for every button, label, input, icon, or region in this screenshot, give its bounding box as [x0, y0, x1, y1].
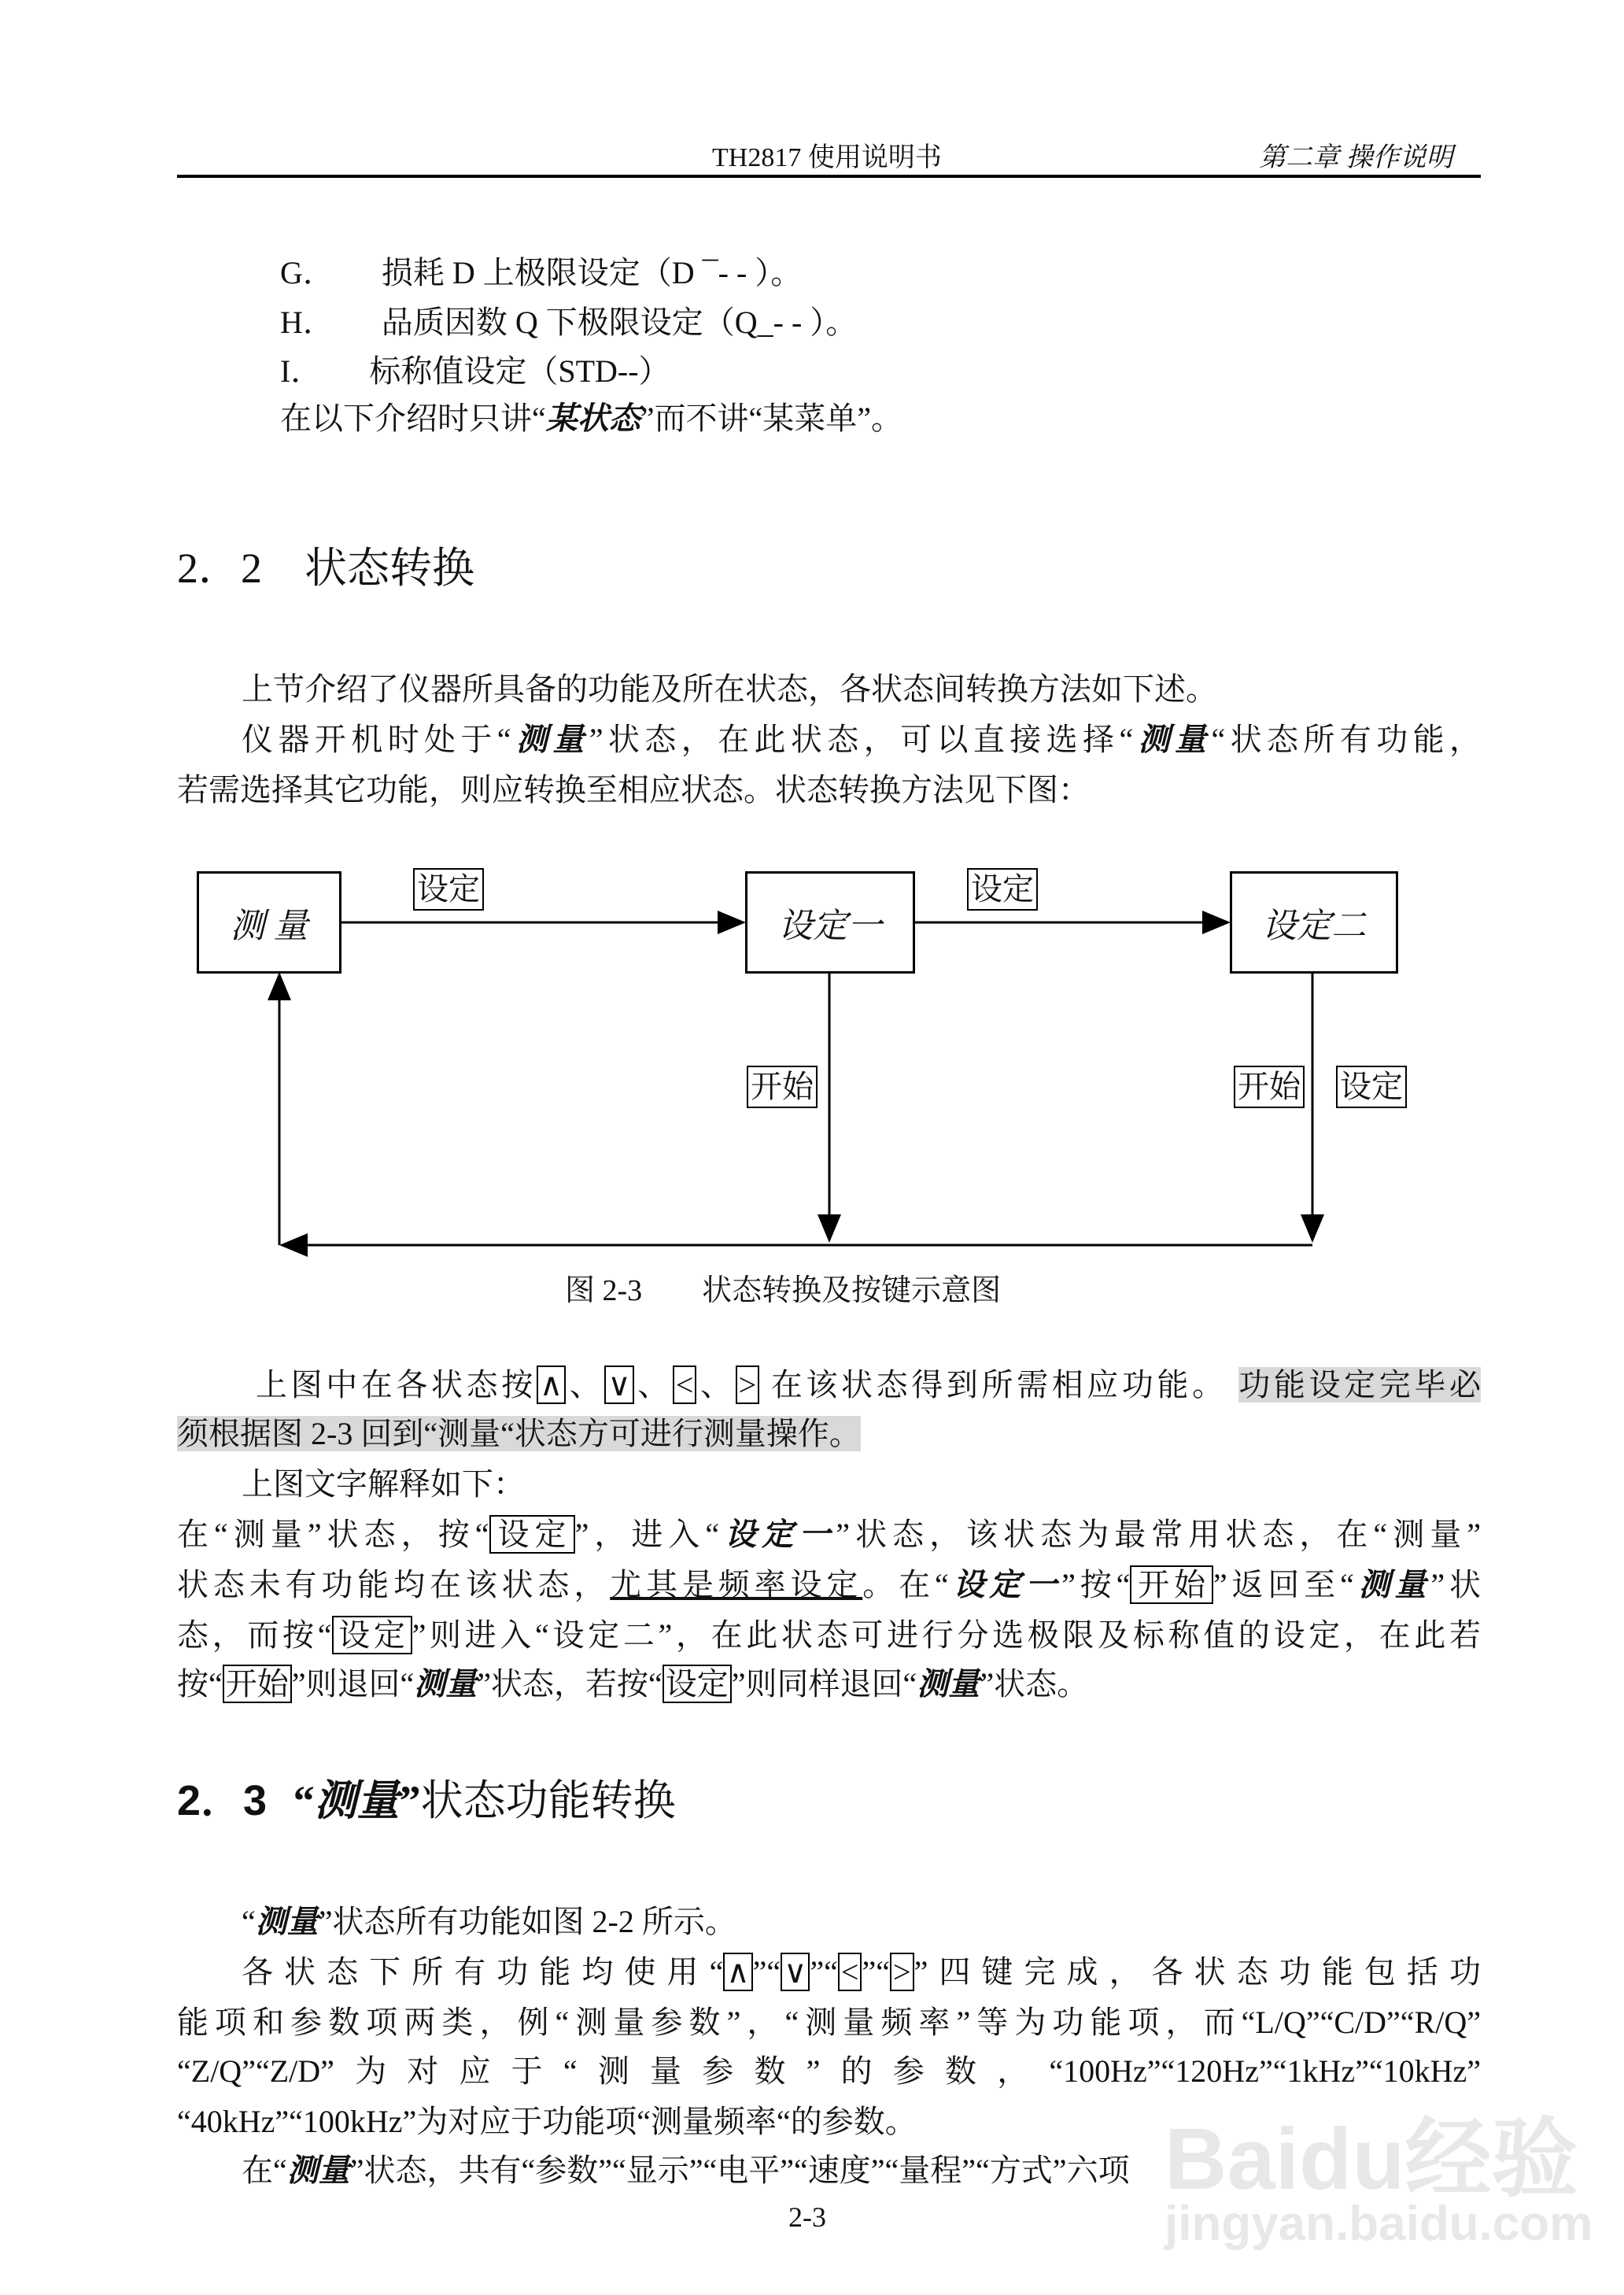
key-label: < — [838, 1953, 862, 1991]
text-segment: 标称值设定（STD--） — [369, 353, 670, 389]
text-line — [242, 1953, 1481, 1991]
text-segment: ”返回至“ — [1212, 1567, 1354, 1602]
section-title-rest: 状态功能转换 — [420, 1777, 676, 1824]
text-segment: 上节介绍了仪器所具备的功能及所在状态，各状态间转换方法如下述。 — [242, 671, 1217, 707]
text-segment: 若需选择其它功能，则应转换至相应状态。状态转换方法见下图： — [177, 772, 1090, 808]
text-segment: 上图中在各状态按 — [256, 1367, 537, 1402]
text-segment: 测量 — [414, 1666, 478, 1702]
text-line — [177, 1566, 1481, 1604]
text-line — [242, 1903, 1481, 1941]
text-line — [242, 1465, 1481, 1503]
text-segment: 测量 — [286, 2153, 350, 2188]
text-segment: 损耗 D 上极限设定（D ¯- - ）。 — [381, 255, 803, 290]
text-segment: 测量 — [1133, 722, 1212, 757]
text-segment: 测量 — [511, 722, 589, 757]
key-label: ∧ — [723, 1953, 752, 1991]
header-chapter: 第二章 操作说明 — [1259, 143, 1453, 172]
text-segment: ”“ — [862, 1954, 890, 1990]
key-label: > — [736, 1366, 760, 1404]
highlighted-text: 功能设定完毕必 — [1238, 1367, 1482, 1402]
text-segment: 按“ — [177, 1666, 223, 1702]
key-set-label: 设定 — [1336, 1066, 1407, 1108]
text-segment: 尤其是频率设定 — [610, 1567, 863, 1602]
text-segment: 设定一 — [948, 1567, 1062, 1602]
text-segment: ”状态。 — [980, 1666, 1089, 1702]
text-segment: ”状态，在此状态，可以直接选择“ — [589, 722, 1134, 757]
text-segment: 测量 — [1353, 1567, 1431, 1602]
key-label: ∨ — [604, 1366, 633, 1404]
quote-close: ” — [399, 1777, 421, 1824]
quote-open: “ — [293, 1777, 315, 1824]
state-setup1-box: 设定一 — [745, 871, 915, 974]
text-segment: 、 — [633, 1367, 673, 1402]
text-segment: 某状态 — [545, 401, 640, 436]
key-label: > — [890, 1953, 914, 1991]
key-label: 开始 — [223, 1665, 292, 1703]
key-label: < — [673, 1366, 697, 1404]
text-segment: 。在“ — [862, 1567, 949, 1602]
text-line — [256, 1366, 1481, 1404]
key-label: ∨ — [781, 1953, 810, 1991]
text-segment: ”“ — [752, 1954, 781, 1990]
key-start-label: 开始 — [747, 1066, 818, 1108]
highlighted-text: 须根据图 2-3 回到“测量“状态方可进行测量操作。 — [177, 1416, 861, 1451]
text-segment: ”则退回“ — [291, 1666, 415, 1702]
text-line — [177, 2004, 1481, 2042]
text-segment: 品质因数 Q 下极限设定（Q_- - ）。 — [381, 305, 858, 340]
text-segment: ”“ — [810, 1954, 838, 1990]
key-label: 设定 — [489, 1515, 575, 1554]
text-line — [177, 1516, 1481, 1554]
text-segment: 在以下介绍时只讲“ — [280, 401, 546, 436]
key-label: ∧ — [537, 1366, 566, 1404]
text-segment: “40kHz”“100kHz”为对应于功能项“测量频率“的参数。 — [177, 2104, 917, 2139]
text-segment: ”状态，若按“ — [477, 1666, 663, 1702]
text-line — [177, 1617, 1481, 1654]
text-segment: 能项和参数项两类，例“测量参数”，“测量频率”等为功能项，而“L/Q”“C/D”“R/Q” — [177, 2005, 1481, 2040]
key-set-label: 设定 — [413, 868, 484, 911]
watermark-logo: Baidu经验 — [1164, 2111, 1578, 2208]
text-segment: “状态所有功能， — [1211, 722, 1481, 757]
text-segment: 设定一 — [719, 1517, 836, 1552]
text-segment: 在该状态得到所需相应功能。 — [759, 1367, 1239, 1402]
text-segment: 、 — [696, 1367, 736, 1402]
section-number: 2．3 — [177, 1777, 268, 1824]
header-title: TH2817 使用说明书 — [712, 143, 942, 172]
text-segment: 态，而按“ — [177, 1617, 332, 1653]
section-heading-2-2: 2．2 状态转换 — [177, 545, 474, 592]
state-measure-box: 测 量 — [197, 871, 341, 974]
text-segment: ”状态所有功能如图 2-2 所示。 — [318, 1904, 736, 1939]
text-segment: ”按“ — [1061, 1567, 1131, 1602]
text-segment: 状态未有功能均在该状态， — [177, 1567, 611, 1602]
text-segment: “Z/Q”“Z/D”为对应于“测量参数”的参数，“100Hz”“120Hz”“1kHz”“10kHz” — [177, 2053, 1481, 2089]
key-label: 设定 — [332, 1616, 412, 1654]
key-label: 开始 — [1130, 1565, 1213, 1604]
page-number: 2-3 — [788, 2201, 826, 2233]
text-segment: ”四键完成，各状态功能包括功 — [914, 1954, 1481, 1990]
key-start-label: 开始 — [1234, 1066, 1305, 1108]
text-segment: ”则同样退回“ — [731, 1666, 917, 1702]
section-heading-2-3 — [177, 1776, 676, 1826]
text-segment: ”状态，该状态为最常用状态，在“测量” — [836, 1517, 1482, 1552]
text-segment: G． — [280, 255, 334, 290]
text-segment: 、 — [566, 1367, 605, 1402]
text-segment: “ — [242, 1904, 256, 1939]
text-segment: 仪器开机时处于“ — [242, 722, 511, 757]
text-segment: 各状态下所有功能均使用“ — [242, 1954, 724, 1990]
key-label: 设定 — [663, 1665, 732, 1703]
text-segment: I． — [280, 353, 323, 389]
text-segment: ”则进入“设定二”，在此状态可进行分选极限及标称值的设定，在此若 — [412, 1617, 1482, 1653]
text-line — [177, 2053, 1481, 2090]
state-setup2-box: 设定二 — [1230, 871, 1398, 974]
watermark-url: jingyan.baidu.com — [1164, 2197, 1593, 2251]
figure-caption: 图 2-3 状态转换及按键示意图 — [565, 1274, 1002, 1307]
text-segment: 上图文字解释如下： — [242, 1466, 525, 1502]
text-segment: H． — [280, 305, 334, 340]
key-set-label: 设定 — [967, 868, 1038, 911]
text-segment: ”而不讲“某菜单”。 — [640, 401, 903, 436]
text-line — [177, 1415, 1481, 1453]
text-line — [177, 1665, 1481, 1703]
text-segment: ”状态，共有“参数”“显示”“电平”“速度”“量程”“方式”六项 — [349, 2153, 1130, 2188]
text-segment: ”，进入“ — [574, 1517, 720, 1552]
text-segment: ”状 — [1430, 1567, 1482, 1602]
text-segment: 测量 — [255, 1904, 319, 1939]
text-segment: 在“测量”状态，按“ — [177, 1517, 489, 1552]
text-segment: 测量 — [917, 1666, 980, 1702]
text-segment: 在“ — [242, 2153, 287, 2188]
section-title-em: 测量 — [314, 1777, 400, 1824]
